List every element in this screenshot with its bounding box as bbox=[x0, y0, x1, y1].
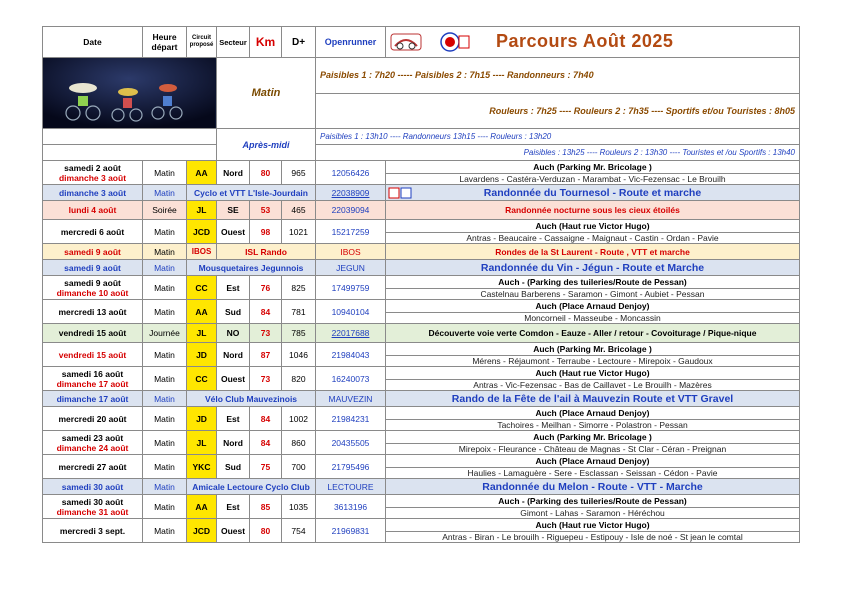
ride-date-line2: dimanche 24 août bbox=[56, 442, 129, 453]
event-cell bbox=[386, 260, 800, 276]
ride-heure: Matin bbox=[143, 276, 187, 300]
ride-heure: Matin bbox=[143, 455, 187, 479]
ride-date-line1: samedi 23 août bbox=[61, 432, 124, 443]
ride-date-line2: dimanche 17 août bbox=[56, 378, 129, 389]
ride-date-line2: dimanche 10 août bbox=[56, 287, 129, 298]
page-title: Parcours Août 2025 bbox=[496, 31, 674, 51]
ride-secteur: Ouest bbox=[217, 519, 250, 543]
ride-secteur: Nord bbox=[217, 343, 250, 367]
event-club: Vélo Club Mauvezinois bbox=[187, 391, 316, 407]
event-heure: Journée bbox=[143, 324, 187, 343]
ride-date-line1: samedi 30 août bbox=[61, 496, 124, 507]
ride-route: Moncorneil - Masseube - Moncassin bbox=[386, 313, 800, 324]
event-row bbox=[43, 479, 800, 495]
col-circuit-line2: proposé bbox=[189, 42, 214, 48]
event-km: 73 bbox=[250, 324, 282, 343]
ride-dplus: 1002 bbox=[282, 407, 316, 431]
col-heure bbox=[143, 27, 187, 58]
ride-secteur: Est bbox=[217, 407, 250, 431]
schedule-matin-row-1 bbox=[43, 58, 800, 94]
ride-date-line2: dimanche 3 août bbox=[58, 172, 127, 183]
ride-circuit: JL bbox=[187, 431, 217, 455]
ride-circuit: JCD bbox=[187, 220, 217, 244]
ride-route: Mirepoix - Fleurance - Château de Magnas - St Clar - Céran - Preignan bbox=[386, 444, 800, 455]
ride-km: 85 bbox=[250, 495, 282, 519]
event-circuit: JL bbox=[187, 201, 217, 220]
ride-heure: Matin bbox=[143, 343, 187, 367]
event-title: Randonnée nocturne sous les cieux étoilés bbox=[386, 201, 800, 220]
ride-destination: Auch (Place Arnaud Denjoy) bbox=[386, 300, 800, 313]
event-circuit: IBOS bbox=[187, 244, 217, 260]
event-secteur: SE bbox=[217, 201, 250, 220]
ride-km: 84 bbox=[250, 300, 282, 324]
event-club: Amicale Lectoure Cyclo Club bbox=[187, 479, 316, 495]
col-secteur: Secteur bbox=[217, 27, 250, 58]
photo-spacer bbox=[43, 129, 217, 145]
ride-destination: Auch (Haut rue Victor Hugo) bbox=[386, 519, 800, 532]
ride-km: 84 bbox=[250, 431, 282, 455]
ride-date: mercredi 20 août bbox=[43, 407, 143, 431]
ride-km: 75 bbox=[250, 455, 282, 479]
event-date: dimanche 17 août bbox=[43, 391, 143, 407]
ride-row bbox=[43, 495, 800, 508]
openrunner-link[interactable]: 12056426 bbox=[316, 161, 386, 185]
ride-dplus: 700 bbox=[282, 455, 316, 479]
ride-date: mercredi 13 août bbox=[43, 300, 143, 324]
cyclists-photo bbox=[43, 58, 217, 129]
col-heure-line1: Heure bbox=[152, 32, 177, 42]
event-row bbox=[43, 244, 800, 260]
ride-row bbox=[43, 300, 800, 313]
event-club: Cyclo et VTT L'Isle-Jourdain bbox=[187, 185, 316, 201]
rides-body bbox=[43, 161, 800, 543]
event-date: dimanche 3 août bbox=[43, 185, 143, 201]
ride-destination: Auch (Parking Mr. Bricolage ) bbox=[386, 161, 800, 174]
title-cell bbox=[386, 27, 800, 58]
ride-destination: Auch (Parking Mr. Bricolage ) bbox=[386, 431, 800, 444]
ride-circuit: AA bbox=[187, 495, 217, 519]
ride-date: mercredi 27 août bbox=[43, 455, 143, 479]
ride-heure: Matin bbox=[143, 300, 187, 324]
event-dplus: 785 bbox=[282, 324, 316, 343]
am-schedule-line2: Paisibles : 13h25 ---- Rouleurs 2 : 13h30 ---- Touristes et /ou Sportifs : 13h40 bbox=[316, 145, 800, 161]
am-schedule-line1: Paisibles 1 : 13h10 ---- Randonneurs 13h15 ---- Rouleurs : 13h20 bbox=[316, 129, 800, 145]
ride-heure: Matin bbox=[143, 495, 187, 519]
ride-dplus: 860 bbox=[282, 431, 316, 455]
ride-date-line1: samedi 16 août bbox=[61, 368, 124, 379]
ride-secteur: Est bbox=[217, 495, 250, 519]
openrunner-link[interactable]: IBOS bbox=[316, 244, 386, 260]
ride-dplus: 1035 bbox=[282, 495, 316, 519]
ride-date bbox=[43, 495, 143, 519]
ride-destination: Auch (Place Arnaud Denjoy) bbox=[386, 455, 800, 468]
openrunner-link[interactable]: 22017688 bbox=[316, 324, 386, 343]
ride-row bbox=[43, 220, 800, 233]
header-row bbox=[43, 27, 800, 58]
ride-dplus: 754 bbox=[282, 519, 316, 543]
club-logo-icon bbox=[390, 30, 422, 54]
ride-row bbox=[43, 343, 800, 356]
event-secteur: NO bbox=[217, 324, 250, 343]
openrunner-link[interactable]: 10940104 bbox=[316, 300, 386, 324]
event-title: Randonnée du Tournesol - Route et marche bbox=[483, 186, 702, 199]
ride-circuit: CC bbox=[187, 276, 217, 300]
ride-circuit: YKC bbox=[187, 455, 217, 479]
ride-date: vendredi 15 août bbox=[43, 343, 143, 367]
ride-dplus: 1021 bbox=[282, 220, 316, 244]
ride-route: Castelnau Barberens - Saramon - Gimont - Aubiet - Pessan bbox=[386, 289, 800, 300]
ride-date-line2: dimanche 31 août bbox=[56, 506, 129, 517]
openrunner-link[interactable]: 17499759 bbox=[316, 276, 386, 300]
openrunner-link[interactable]: LECTOURE bbox=[316, 479, 386, 495]
ride-circuit: JD bbox=[187, 407, 217, 431]
openrunner-link[interactable]: 21969831 bbox=[316, 519, 386, 543]
ride-route: Tachoires - Meilhan - Simorre - Polastron - Pessan bbox=[386, 420, 800, 431]
schedule-table bbox=[42, 26, 800, 543]
photo-spacer-2 bbox=[43, 145, 217, 161]
schedule-am-row-2 bbox=[43, 145, 800, 161]
ride-date bbox=[43, 367, 143, 391]
ride-row bbox=[43, 431, 800, 444]
ride-km: 73 bbox=[250, 367, 282, 391]
ride-destination: Auch - (Parking des tuileries/Route de Pessan) bbox=[386, 276, 800, 289]
ride-destination: Auch (Parking Mr. Bricolage ) bbox=[386, 343, 800, 356]
event-date: samedi 9 août bbox=[43, 260, 143, 276]
ride-secteur: Ouest bbox=[217, 367, 250, 391]
event-title: Randonnée du Vin - Jégun - Route et Marche bbox=[480, 261, 705, 274]
col-dplus: D+ bbox=[282, 27, 316, 58]
event-heure: Matin bbox=[143, 244, 187, 260]
event-row bbox=[43, 324, 800, 343]
event-heure: Matin bbox=[143, 391, 187, 407]
event-heure: Matin bbox=[143, 185, 187, 201]
ride-heure: Matin bbox=[143, 407, 187, 431]
ride-destination: Auch (Place Arnaud Denjoy) bbox=[386, 407, 800, 420]
ride-heure: Matin bbox=[143, 431, 187, 455]
ride-date bbox=[43, 276, 143, 300]
openrunner-link[interactable]: MAUVEZIN bbox=[316, 391, 386, 407]
ride-km: 80 bbox=[250, 161, 282, 185]
ride-secteur: Nord bbox=[217, 161, 250, 185]
ride-dplus: 781 bbox=[282, 300, 316, 324]
ride-km: 80 bbox=[250, 519, 282, 543]
ride-date: mercredi 6 août bbox=[43, 220, 143, 244]
event-title: Rondes de la St Laurent - Route , VTT et marche bbox=[386, 244, 800, 260]
matin-label: Matin bbox=[217, 58, 316, 129]
ride-secteur: Sud bbox=[217, 300, 250, 324]
openrunner-link[interactable]: JEGUN bbox=[316, 260, 386, 276]
ride-secteur: Sud bbox=[217, 455, 250, 479]
event-circuit: JL bbox=[187, 324, 217, 343]
event-row bbox=[43, 201, 800, 220]
event-km: 53 bbox=[250, 201, 282, 220]
apres-midi-label: Après-midi bbox=[217, 129, 316, 161]
openrunner-link[interactable]: 15217259 bbox=[316, 220, 386, 244]
event-cell bbox=[386, 185, 800, 201]
openrunner-link[interactable]: 21795496 bbox=[316, 455, 386, 479]
event-club: Mousquetaires Jegunnois bbox=[187, 260, 316, 276]
ride-km: 76 bbox=[250, 276, 282, 300]
cyclists-night-photo-icon bbox=[43, 58, 215, 128]
event-dplus: 465 bbox=[282, 201, 316, 220]
col-heure-line2: départ bbox=[151, 42, 178, 52]
ride-row bbox=[43, 161, 800, 174]
ride-circuit: JCD bbox=[187, 519, 217, 543]
col-circuit-line1: Circuit bbox=[191, 35, 211, 41]
ride-secteur: Ouest bbox=[217, 220, 250, 244]
ride-dplus: 820 bbox=[282, 367, 316, 391]
event-heure: Matin bbox=[143, 479, 187, 495]
matin-schedule-line1: Paisibles 1 : 7h20 ----- Paisibles 2 : 7h15 ---- Randonneurs : 7h40 bbox=[316, 58, 800, 94]
openrunner-link[interactable]: 22039094 bbox=[316, 201, 386, 220]
ride-circuit: AA bbox=[187, 161, 217, 185]
openrunner-link[interactable]: 3613196 bbox=[316, 495, 386, 519]
event-date: lundi 4 août bbox=[43, 201, 143, 220]
ride-row bbox=[43, 407, 800, 420]
ride-km: 87 bbox=[250, 343, 282, 367]
event-date: vendredi 15 août bbox=[43, 324, 143, 343]
event-date: samedi 9 août bbox=[43, 244, 143, 260]
ride-destination: Auch - (Parking des tuileries/Route de Pessan) bbox=[386, 495, 800, 508]
event-row bbox=[43, 185, 800, 201]
ride-heure: Matin bbox=[143, 519, 187, 543]
ride-dplus: 965 bbox=[282, 161, 316, 185]
col-openrunner: Openrunner bbox=[316, 27, 386, 58]
col-circuit bbox=[187, 27, 217, 58]
col-km: Km bbox=[250, 27, 282, 58]
matin-schedule-line2: Rouleurs : 7h25 ---- Rouleurs 2 : 7h35 ---- Sportifs et/ou Touristes : 8h05 bbox=[316, 93, 800, 129]
ride-km: 84 bbox=[250, 407, 282, 431]
col-date: Date bbox=[43, 27, 143, 58]
ride-heure: Matin bbox=[143, 367, 187, 391]
ride-row bbox=[43, 455, 800, 468]
ride-date bbox=[43, 161, 143, 185]
schedule-am-row-1 bbox=[43, 129, 800, 145]
openrunner-link[interactable]: 21984231 bbox=[316, 407, 386, 431]
anniversary-logo-icon bbox=[438, 30, 470, 54]
ride-route: Mérens - Réjaumont - Terraube - Lectoure - Mirepoix - Gaudoux bbox=[386, 356, 800, 367]
ride-date-line1: samedi 2 août bbox=[64, 162, 121, 173]
openrunner-link[interactable]: 16240073 bbox=[316, 367, 386, 391]
event-row bbox=[43, 260, 800, 276]
ride-date: mercredi 3 sept. bbox=[43, 519, 143, 543]
ride-dplus: 1046 bbox=[282, 343, 316, 367]
event-cell bbox=[386, 479, 800, 495]
event-heure: Soirée bbox=[143, 201, 187, 220]
ride-dplus: 825 bbox=[282, 276, 316, 300]
ride-destination: Auch (Haut rue Victor Hugo) bbox=[386, 220, 800, 233]
event-club: ISL Rando bbox=[217, 244, 316, 260]
ride-date bbox=[43, 431, 143, 455]
ride-circuit: CC bbox=[187, 367, 217, 391]
ride-destination: Auch (Haut rue Victor Hugo) bbox=[386, 367, 800, 380]
ride-route: Antras - Beaucaire - Cassaigne - Maignaut - Castin - Ordan - Pavie bbox=[386, 233, 800, 244]
openrunner-link[interactable]: 20435505 bbox=[316, 431, 386, 455]
ride-row bbox=[43, 519, 800, 532]
ride-secteur: Nord bbox=[217, 431, 250, 455]
event-cell bbox=[386, 391, 800, 407]
ride-date-line1: samedi 9 août bbox=[64, 277, 121, 288]
ride-circuit: AA bbox=[187, 300, 217, 324]
ride-heure: Matin bbox=[143, 220, 187, 244]
ride-route: Gimont - Lahas - Saramon - Héréchou bbox=[386, 508, 800, 519]
ride-heure: Matin bbox=[143, 161, 187, 185]
ride-circuit: JD bbox=[187, 343, 217, 367]
ride-row bbox=[43, 276, 800, 289]
ride-route: Antras - Vic-Fezensac - Bas de Caillavet - Le Brouilh - Mazères bbox=[386, 380, 800, 391]
ride-route: Haulies - Lamaguère - Sere - Esclassan - Seissan - Cédon - Pavie bbox=[386, 468, 800, 479]
event-title: Rando de la Fête de l'ail à Mauvezin Route et VTT Gravel bbox=[451, 392, 734, 405]
event-title: Découverte voie verte Comdon - Eauze - Aller / retour - Covoiturage / Pique-nique bbox=[386, 324, 800, 343]
event-logo-icon bbox=[388, 187, 412, 199]
ride-route: Antras - Biran - Le brouilh - Riguepeu - Estipouy - Isle de noé - St jean le comtal bbox=[386, 532, 800, 543]
openrunner-link[interactable]: 21984043 bbox=[316, 343, 386, 367]
event-date: samedi 30 août bbox=[43, 479, 143, 495]
schedule-sheet bbox=[42, 26, 799, 543]
ride-secteur: Est bbox=[217, 276, 250, 300]
openrunner-link[interactable]: 22038909 bbox=[316, 185, 386, 201]
ride-row bbox=[43, 367, 800, 380]
event-title: Randonnée du Melon - Route - VTT - Marche bbox=[482, 480, 703, 493]
event-heure: Matin bbox=[143, 260, 187, 276]
ride-route: Lavardens - Castéra-Verduzan - Marambat - Vic-Fezensac - Le Brouilh bbox=[386, 174, 800, 185]
event-row bbox=[43, 391, 800, 407]
ride-km: 98 bbox=[250, 220, 282, 244]
